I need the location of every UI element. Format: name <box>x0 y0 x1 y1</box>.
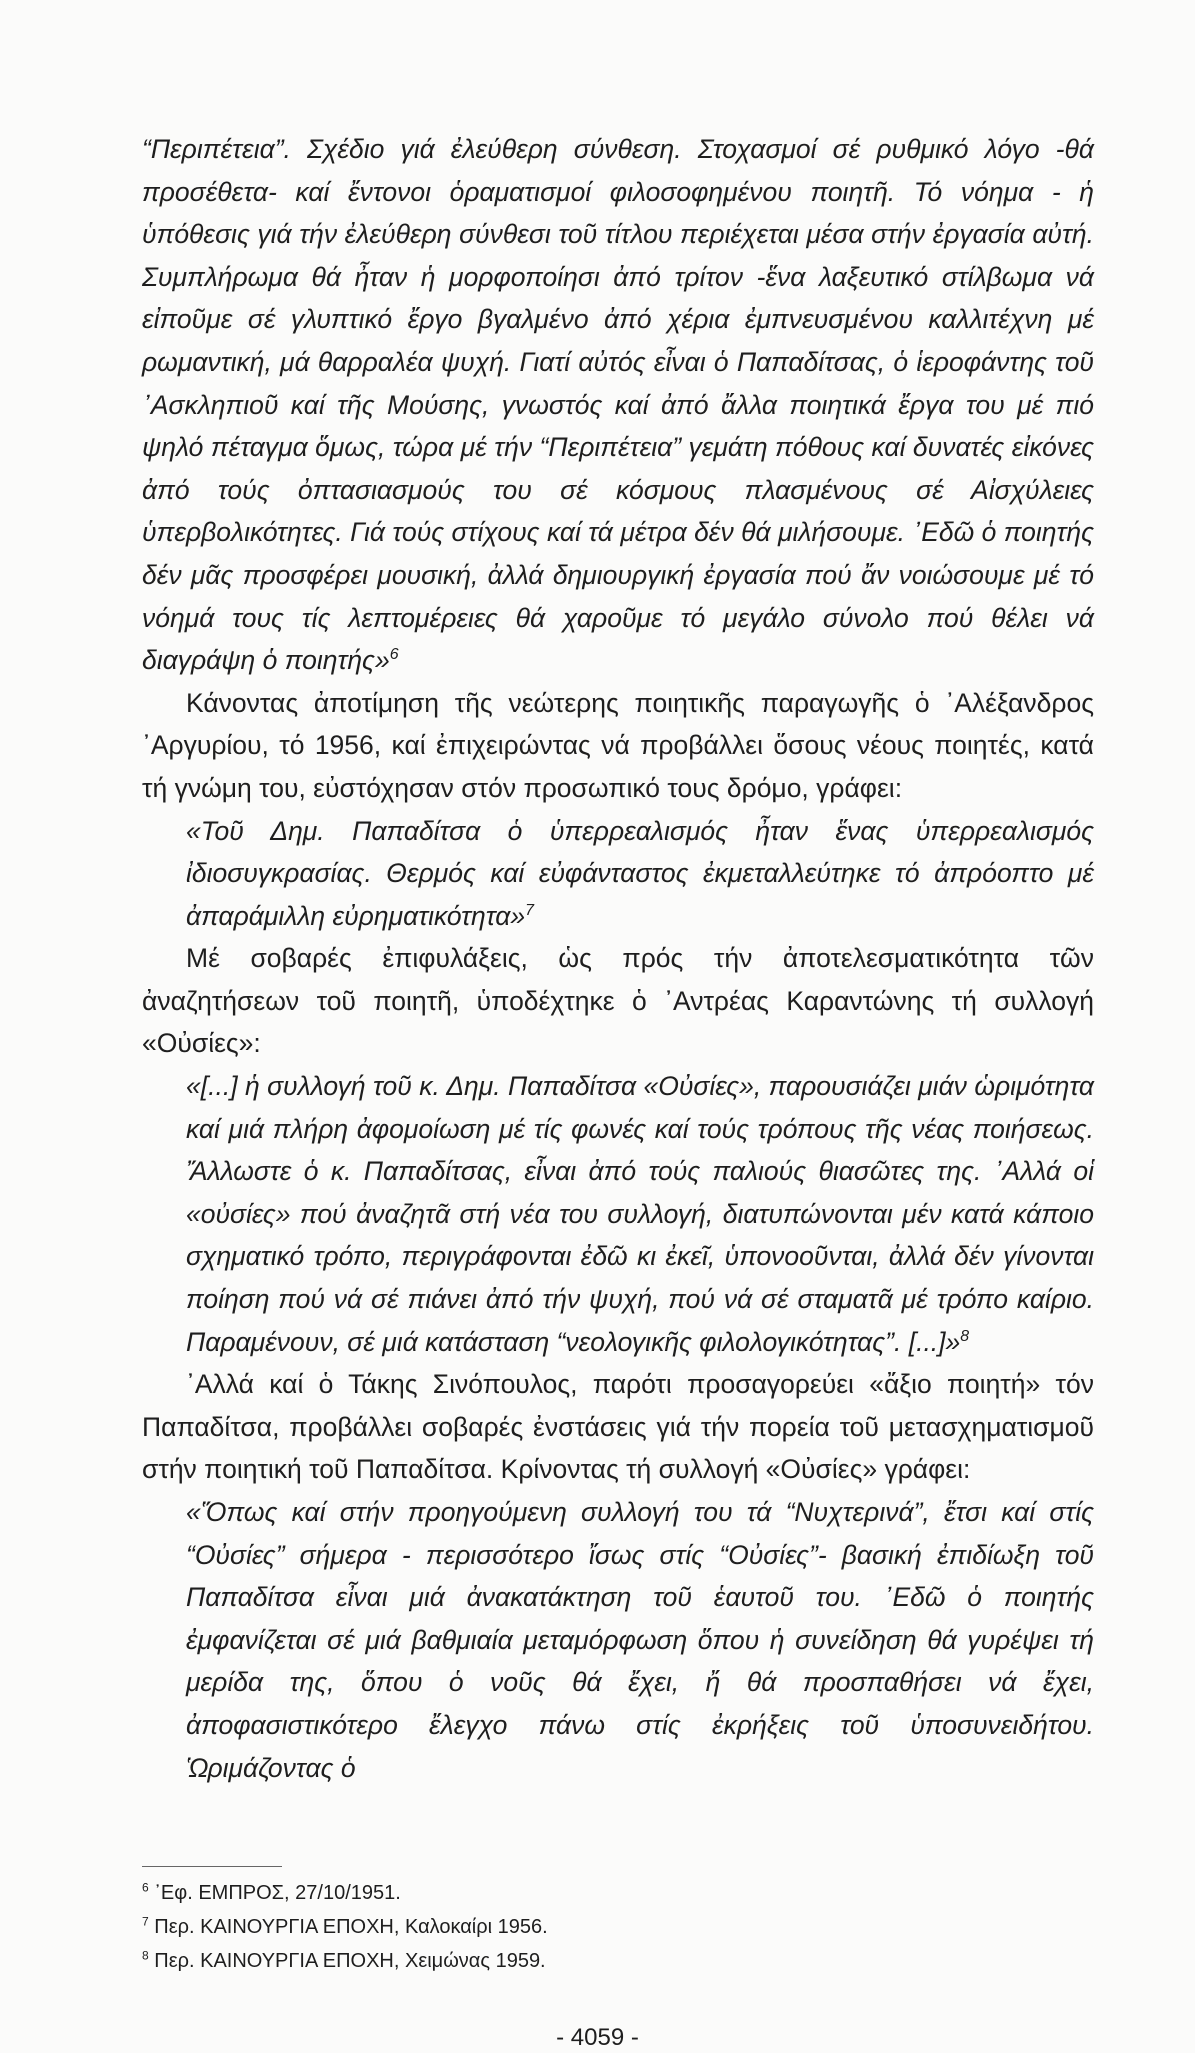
footnote-6 <box>142 1876 548 1910</box>
page-body <box>142 128 1094 1789</box>
footnote-number: 6 <box>142 1880 149 1895</box>
paragraph-text: «[...] ἡ συλλογή τοῦ κ. Δημ. Παπαδίτσα «Οὐσίες», παρουσιάζει μιάν ὡριμότητα καί μιά πλήρη ἀφομοίωση μέ τίς φωνές καί τούς τρόπους τῆς νέας ποιήσεως. Ἄλλωστε ὁ κ. Παπαδίτσας, εἶναι ἀπό τούς παλιούς θιασῶτες της. ᾿Αλλά οἱ «οὐσίες» πού ἀναζητᾶ στή νέα του συλλογή, διατυπώνονται μέν κατά κάποιο σχηματικό τρόπο, περιγράφονται ἐδῶ κι ἐκεῖ, ὑπονοοῦνται, ἀλλά δέν γίνονται ποίηση πού νά σέ πιάνει ἀπό τήν ψυχή, πού νά σέ σταματᾶ μέ τρόπο καίριο. Παραμένουν, σέ μιά κατάσταση “νεολογικῆς φιλολογικότητας”. [...]» <box>186 1071 1094 1357</box>
paragraph-text: «Τοῦ Δημ. Παπαδίτσα ὁ ὑπερρεαλισμός ἦταν ἕνας ὑπερρεαλισμός ἰδιοσυγκρασίας. Θερμός καί εὐφάνταστος ἐκμεταλλεύτηκε τό ἀπρόοπτο μέ ἀπαράμιλλη εὐρηματικότητα» <box>186 815 1094 931</box>
body-paragraph-6 <box>142 1363 1094 1491</box>
paragraph-text: ᾿Αλλά καί ὁ Τάκης Σινόπουλος, παρότι προσαγορεύει «ἄξιο ποιητή» τόν Παπαδίτσα, προβάλλει σοβαρές ἐνστάσεις γιά τήν πορεία τοῦ μετασχηματισμοῦ στήν ποιητική τοῦ Παπαδίτσα. Κρίνοντας τή συλλογή «Οὐσίες» γράφει: <box>142 1369 1094 1485</box>
quote-paragraph-7 <box>142 1491 1094 1789</box>
footnote-number: 7 <box>142 1914 149 1929</box>
body-paragraph-4 <box>142 937 1094 1065</box>
footnote-ref-8: 8 <box>960 1327 970 1345</box>
footnote-ref-6: 6 <box>389 646 399 664</box>
paragraph-text: Μέ σοβαρές ἐπιφυλάξεις, ὡς πρός τήν ἀποτελεσματικότητα τῶν ἀναζητήσεων τοῦ ποιητῆ, ὑποδέχτηκε ὁ ᾿Αντρέας Καραντώνης τή συλλογή «Οὐσίες»: <box>142 943 1094 1059</box>
footnote-text: Περ. ΚΑΙΝΟΥΡΓΙΑ ΕΠΟΧΗ, Χειμώνας 1959. <box>154 1950 546 1972</box>
footnotes <box>142 1876 548 1978</box>
footnote-8 <box>142 1944 548 1978</box>
quote-paragraph-3 <box>142 810 1094 938</box>
quote-paragraph-5 <box>142 1065 1094 1363</box>
paragraph-text: “Περιπέτεια”. Σχέδιο γιά ἐλεύθερη σύνθεση. Στοχασμοί σέ ρυθμικό λόγο -θά προσέθετα- καί ἔντονοι ὁραματισμοί φιλοσοφημένου ποιητῆ. Τό νόημα - ἡ ὑπόθεσις γιά τήν ἐλεύθερη σύνθεσι τοῦ τίτλου περιέχεται μέσα στήν ἐργασία αὐτή. Συμπλήρωμα θά ἦταν ἡ μορφοποίησι ἀπό τρίτον -ἕνα λαξευτικό στίλβωμα νά εἰποῦμε σέ γλυπτικό ἔργο βγαλμένο ἀπό χέρια ἐμπνευσμένου καλλιτέχνη μέ ρωμαντική, μά θαρραλέα ψυχή. Γιατί αὐτός εἶναι ὁ Παπαδίτσας, ὁ ἱεροφάντης τοῦ ᾿Ασκληπιοῦ καί τῆς Μούσης, γνωστός καί ἀπό ἄλλα ποιητικά ἔργα του μέ πιό ψηλό πέταγμα ὅμως, τώρα μέ τήν “Περιπέτεια” γεμάτη πόθους καί δυνατές εἰκόνες ἀπό τούς ὀπτασιασμούς του σέ κόσμους πλασμένους σέ Αἰσχύλειες ὑπερβολικότητες. Γιά τούς στίχους καί τά μέτρα δέν θά μιλήσουμε. ᾿Εδῶ ὁ ποιητής δέν μᾶς προσφέρει μουσική, ἀλλά δημιουργική ἐργασία πού ἄν νοιώσουμε μέ τό νόημά τους τίς λεπτομέρειες θά χαροῦμε τό μεγάλο σύνολο πού θέλει νά διαγράψη ὁ ποιητής» <box>142 134 1094 676</box>
page-number: - 4059 - <box>556 2024 639 2051</box>
footnote-number: 8 <box>142 1948 149 1963</box>
paragraph-text: Κάνοντας ἀποτίμηση τῆς νεώτερης ποιητικῆς παραγωγῆς ὁ ᾿Αλέξανδρος ᾿Αργυρίου, τό 1956, καί ἐπιχειρώντας νά προβάλλει ὅσους νέους ποιητές, κατά τή γνώμη του, εὐστόχησαν στόν προσωπικό τους δρόμο, γράφει: <box>142 687 1094 803</box>
footnote-text: ᾿Εφ. ΕΜΠΡΟΣ, 27/10/1951. <box>154 1882 401 1904</box>
footnote-7 <box>142 1910 548 1944</box>
footnote-text: Περ. ΚΑΙΝΟΥΡΓΙΑ ΕΠΟΧΗ, Καλοκαίρι 1956. <box>154 1916 548 1938</box>
quote-paragraph-1 <box>142 128 1094 682</box>
paragraph-text: «Ὅπως καί στήν προηγούμενη συλλογή του τά “Νυχτερινά”, ἔτσι καί στίς “Οὐσίες” σήμερα - περισσότερο ἴσως στίς “Οὐσίες”- βασική ἐπιδίωξη τοῦ Παπαδίτσα εἶναι μιά ἀνακατάκτηση τοῦ ἑαυτοῦ του. ᾿Εδῶ ὁ ποιητής ἐμφανίζεται σέ μιά βαθμιαία μεταμόρφωση ὅπου ἡ συνείδηση θά γυρέψει τή μερίδα της, ὅπου ὁ νοῦς θά ἔχει, ἤ θά προσπαθήσει νά ἔχει, ἀποφασιστικότερο ἔλεγχο πάνω στίς ἐκρήξεις τοῦ ὑποσυνειδήτου. Ὡριμάζοντας ὁ <box>186 1497 1094 1783</box>
body-paragraph-2 <box>142 682 1094 810</box>
footnote-divider <box>142 1866 282 1867</box>
footnote-ref-7: 7 <box>525 901 534 919</box>
